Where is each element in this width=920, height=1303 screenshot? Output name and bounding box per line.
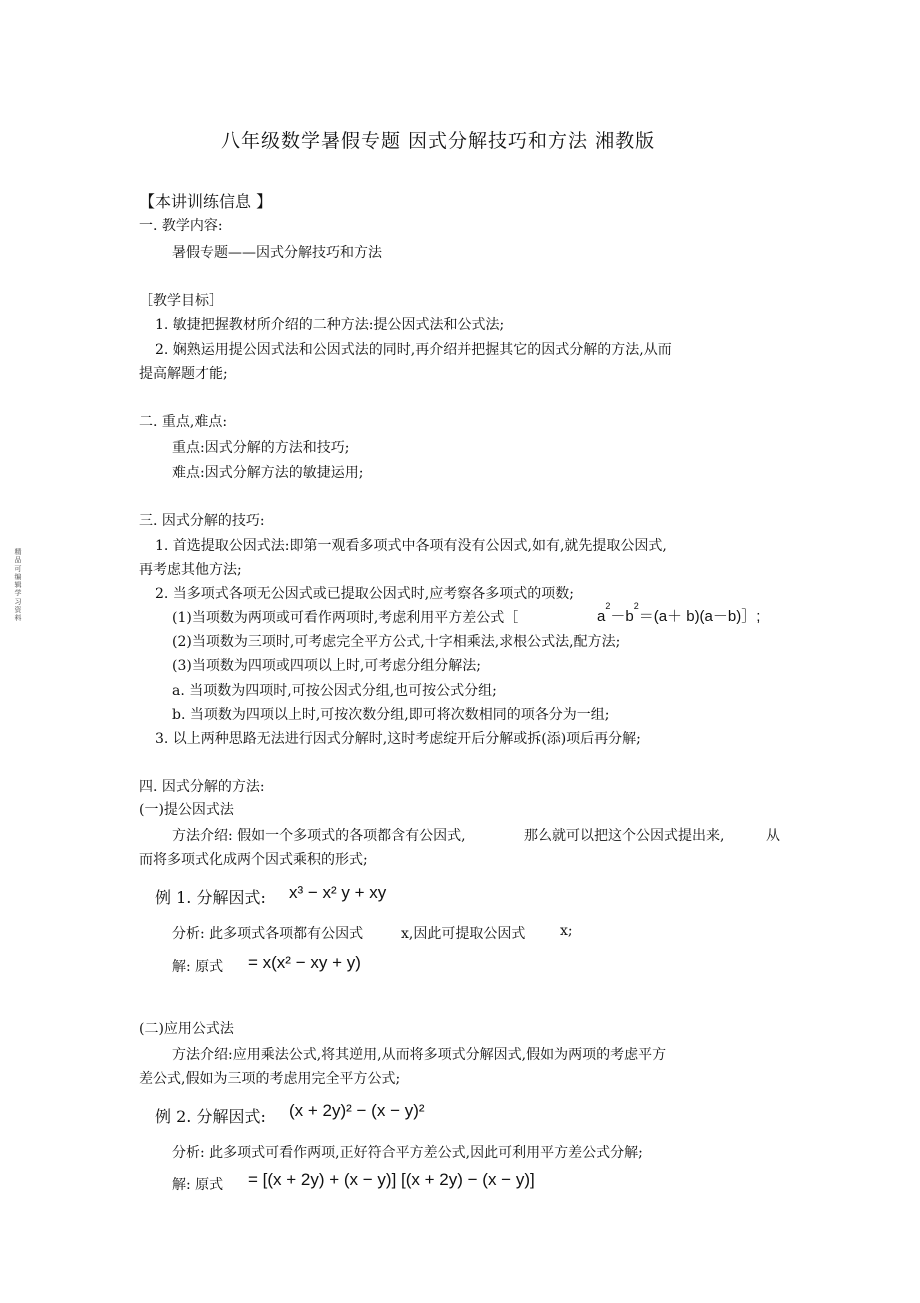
section-1-content: 暑假专题——因式分解技巧和方法 <box>172 245 382 261</box>
key-point: 重点:因式分解的方法和技巧; <box>172 440 350 456</box>
example-1-expression: x³ − x² y + xy <box>289 883 387 902</box>
goal-item-2-cont: 提高解题才能; <box>139 366 228 382</box>
method-2-intro-a: 方法介绍:应用乘法公式,将其逆用,从而将多项式分解因式,假如为两项的考虑平方 <box>172 1047 667 1063</box>
hard-point: 难点:因式分解方法的敏捷运用; <box>172 465 364 481</box>
example-1-solution: = x(x² − xy + y) <box>248 953 361 972</box>
example-1-analysis-b: x,因此可提取公因式 <box>401 926 526 942</box>
method-2-intro-b: 差公式,假如为三项的考虑用完全平方公式; <box>139 1071 401 1087</box>
section-4-heading: 四. 因式分解的方法: <box>139 779 265 795</box>
difference-of-squares-formula: $a^2-b^2=(a+$ b)(a－b)］; <box>597 601 761 625</box>
method-1-heading: (一)提公因式法 <box>139 802 234 818</box>
sub-tip-a: a. 当项数为四项时,可按公因式分组,也可按公式分组; <box>172 683 497 699</box>
example-2-solution: = [(x + 2y) + (x − y)] [(x + 2y) − (x − y)] <box>248 1170 535 1189</box>
section-3-heading: 三. 因式分解的技巧: <box>139 513 265 529</box>
example-1-solution-label: 解: 原式 <box>172 959 224 975</box>
example-1-analysis-c: x; <box>560 923 573 939</box>
section-1-heading: 一. 教学内容: <box>139 218 223 234</box>
example-1-analysis-a: 分析: 此多项式各项都有公因式 <box>172 926 364 942</box>
goal-item-2: 2. 娴熟运用提公因式法和公因式法的同时,再介绍并把握其它的因式分解的方法,从而 <box>155 342 672 358</box>
sub-tip-b: b. 当项数为四项以上时,可按次数分组,即可将次数相同的项各分为一组; <box>172 707 610 723</box>
method-2-heading: (二)应用公式法 <box>139 1021 234 1037</box>
page-title: 八年级数学暑假专题 因式分解技巧和方法 湘教版 <box>221 130 656 152</box>
method-1-intro-d: 而将多项式化成两个因式乘积的形式; <box>139 852 368 868</box>
sub-tip-3: (3)当项数为四项或四项以上时,可考虑分组分解法; <box>172 658 481 674</box>
info-header: 【本讲训练信息 】 <box>139 192 273 211</box>
example-2-label: 例 2. 分解因式: <box>155 1107 266 1126</box>
method-1-intro-a: 方法介绍: 假如一个多项式的各项都含有公因式, <box>172 828 466 844</box>
example-1-label: 例 1. 分解因式: <box>155 888 266 907</box>
tip-1-cont: 再考虑其他方法; <box>139 562 242 578</box>
side-note: 精 品 可 编 辑 学 习 资 料 <box>14 548 22 623</box>
example-2-solution-label: 解: 原式 <box>172 1177 224 1193</box>
method-1-intro-c: 从 <box>766 828 780 844</box>
tip-2: 2. 当多项式各项无公因式或已提取公因式时,应考察各多项式的项数; <box>155 586 574 602</box>
goal-item-1: 1. 敏捷把握教材所介绍的二种方法:提公因式法和公式法; <box>155 317 505 333</box>
method-1-intro-b: 那么就可以把这个公因式提出来, <box>524 828 725 844</box>
goals-heading: ［教学目标］ <box>139 293 223 309</box>
tip-1: 1. 首选提取公因式法:即第一观看多项式中各项有没有公因式,如有,就先提取公因式, <box>155 538 667 554</box>
example-2-expression: (x + 2y)² − (x − y)² <box>289 1101 425 1120</box>
section-2-heading: 二. 重点,难点: <box>139 414 228 430</box>
tip-3: 3. 以上两种思路无法进行因式分解时,这时考虑绽开后分解或拆(添)项后再分解; <box>155 731 641 747</box>
sub-tip-1: (1)当项数为两项或可看作两项时,考虑利用平方差公式［ <box>172 610 519 626</box>
sub-tip-2: (2)当项数为三项时,可考虑完全平方公式,十字相乘法,求根公式法,配方法; <box>172 634 621 650</box>
example-2-analysis: 分析: 此多项式可看作两项,正好符合平方差公式,因此可利用平方差公式分解; <box>172 1145 643 1161</box>
